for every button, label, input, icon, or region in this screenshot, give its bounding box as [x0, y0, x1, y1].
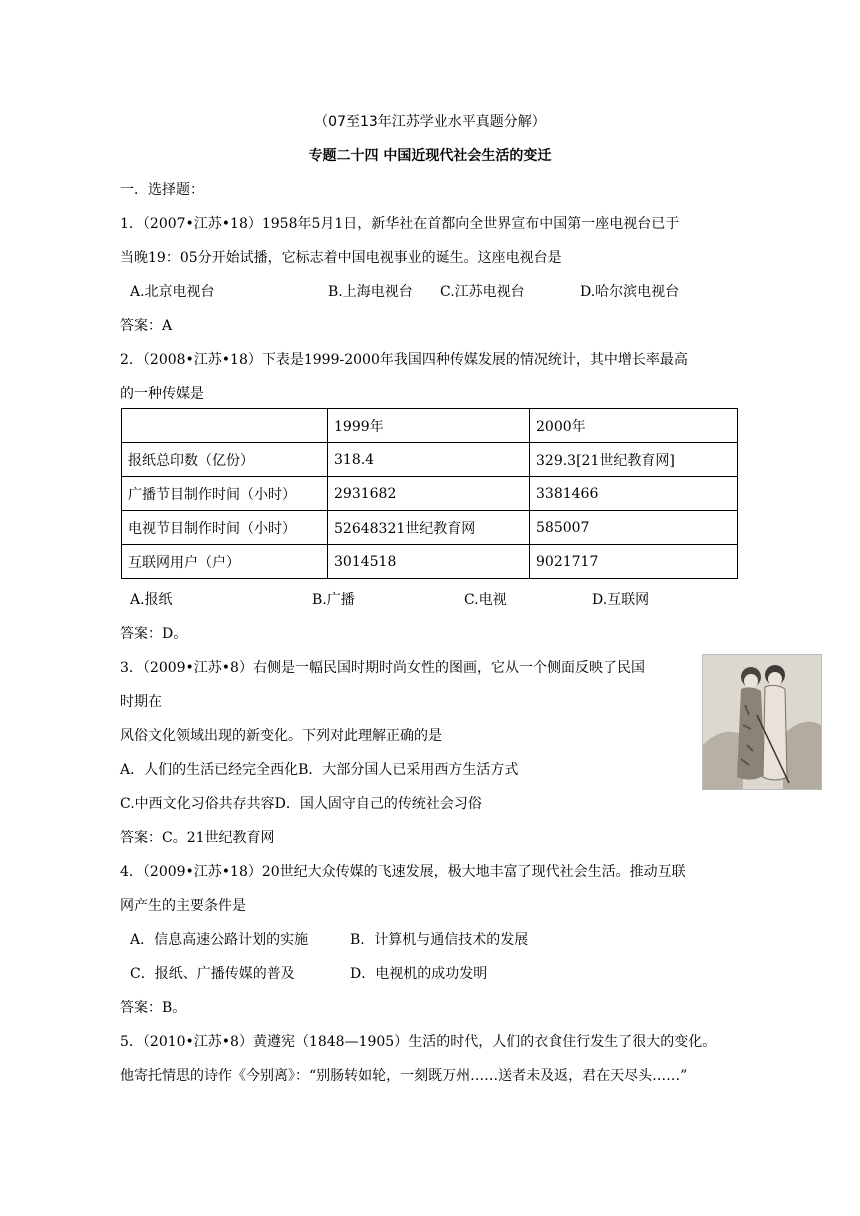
question-1-stem: 1．（2007•江苏•18）1958年5月1日，新华社在首都向全世界宣布中国第一座电视台已于 — [120, 216, 680, 232]
table-cell: 318.4 — [328, 443, 530, 477]
table-cell: 3381466 — [530, 477, 738, 511]
question-3-stem: 3．（2009•江苏•8）右侧是一幅民国时期时尚女性的图画，它从一个侧面反映了民国 — [120, 660, 645, 676]
document-title: 专题二十四 中国近现代社会生活的变迁 — [308, 148, 552, 164]
republican-era-women-illustration — [702, 654, 822, 790]
question-2-answer: 答案：D。 — [120, 626, 188, 642]
question-4-stem: 4．（2009•江苏•18）20世纪大众传媒的飞速发展，极大地丰富了现代社会生活。推动互联 — [120, 864, 686, 880]
question-3-answer: 答案：C。21世纪教育网 — [120, 830, 275, 846]
q3-options-row-1: A．人们的生活已经完全西化B．大部分国人已采用西方生活方式 — [120, 762, 519, 778]
q2-option-b: B.广播 — [312, 592, 355, 608]
table-cell: 报纸总印数（亿份） — [122, 443, 328, 477]
question-3-stem-cont2: 风俗文化领域出现的新变化。下列对此理解正确的是 — [120, 728, 442, 744]
media-statistics-table — [121, 408, 738, 579]
table-cell: 585007 — [530, 511, 738, 545]
question-5-stem-cont: 他寄托情思的诗作《今别离》：“别肠转如轮，一刻既万州……送者未及返，君在天尽头……” — [120, 1068, 688, 1084]
table-cell: 9021717 — [530, 545, 738, 579]
table-header-cell: 2000年 — [530, 409, 738, 443]
document-subtitle: （07至13年江苏学业水平真题分解） — [314, 114, 546, 130]
table-row — [122, 545, 738, 579]
q1-option-b: B.上海电视台 — [328, 284, 413, 300]
question-4-answer: 答案：B。 — [120, 1000, 187, 1016]
q4-option-a: A．信息高速公路计划的实施 — [130, 932, 309, 948]
question-5-stem: 5．（2010•江苏•8）黄遵宪（1848—1905）生活的时代，人们的衣食住行发生了很大的变化。 — [120, 1034, 717, 1050]
table-row — [122, 511, 738, 545]
table-cell: 电视节目制作时间（小时） — [122, 511, 328, 545]
q2-option-a: A.报纸 — [130, 592, 173, 608]
q1-option-a: A.北京电视台 — [130, 284, 215, 300]
table-cell: 2931682 — [328, 477, 530, 511]
table-header-cell: 1999年 — [328, 409, 530, 443]
q3-options-row-2: C.中西文化习俗共存共容D．国人固守自己的传统社会习俗 — [120, 796, 482, 812]
section-heading: 一．选择题： — [120, 182, 204, 198]
table-cell: 3014518 — [328, 545, 530, 579]
table-header-row — [122, 409, 738, 443]
q4-option-b: B．计算机与通信技术的发展 — [350, 932, 529, 948]
table-row — [122, 443, 738, 477]
question-4-stem-cont: 网产生的主要条件是 — [120, 898, 246, 914]
question-2-stem-cont: 的一种传媒是 — [120, 386, 204, 402]
table-cell: 互联网用户（户） — [122, 545, 328, 579]
table-header-cell — [122, 409, 328, 443]
question-2-stem: 2．（2008•江苏•18）下表是1999-2000年我国四种传媒发展的情况统计，其中增长率最高 — [120, 352, 688, 368]
table-cell: 广播节目制作时间（小时） — [122, 477, 328, 511]
q1-option-c: C.江苏电视台 — [440, 284, 525, 300]
q2-option-d: D.互联网 — [592, 592, 650, 608]
question-1-stem-cont: 当晚19：05分开始试播，它标志着中国电视事业的诞生。这座电视台是 — [120, 250, 562, 266]
table-cell: 329.3[21世纪教育网] — [530, 443, 738, 477]
q1-option-d: D.哈尔滨电视台 — [580, 284, 680, 300]
q4-option-d: D．电视机的成功发明 — [350, 966, 488, 982]
question-1-answer: 答案：A — [120, 318, 173, 334]
question-3-stem-cont: 时期在 — [120, 694, 162, 710]
q4-option-c: C．报纸、广播传媒的普及 — [130, 966, 295, 982]
table-row — [122, 477, 738, 511]
table-cell: 52648321世纪教育网 — [328, 511, 530, 545]
q2-option-c: C.电视 — [464, 592, 507, 608]
